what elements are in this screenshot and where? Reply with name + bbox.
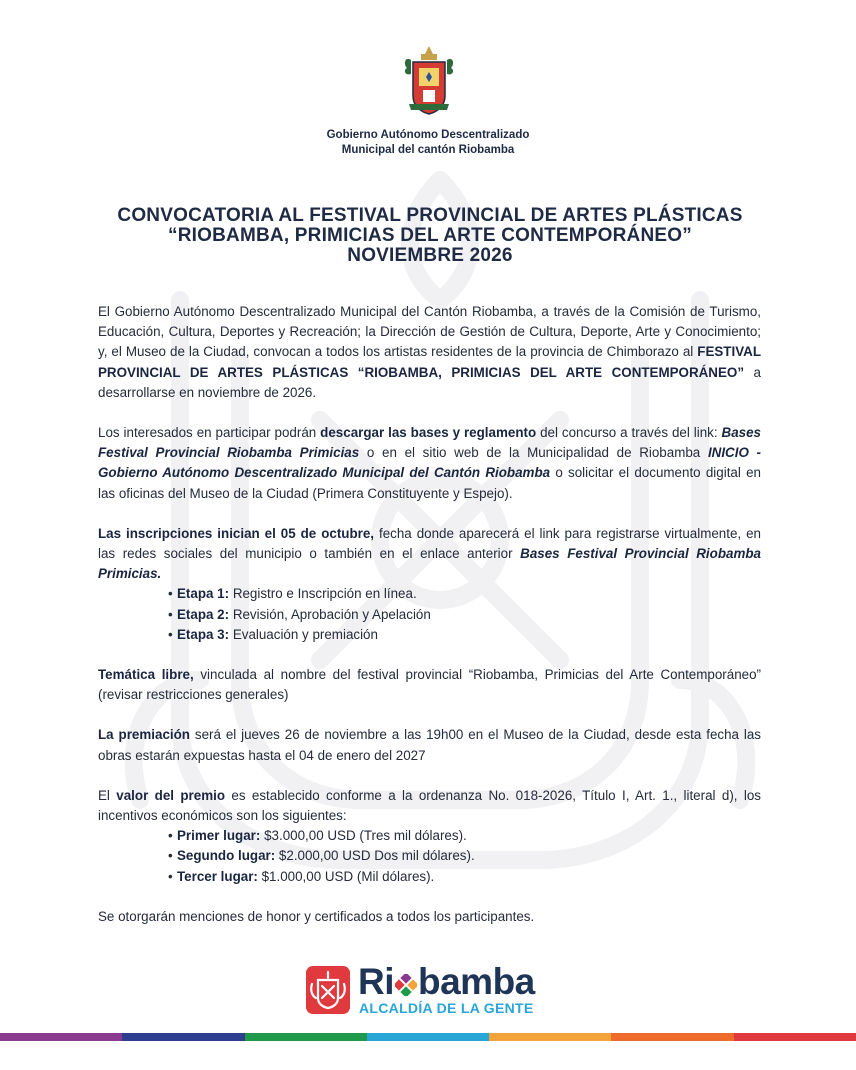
stage-text: Evaluación y premiación — [229, 626, 378, 642]
stage-text: Revisión, Aprobación y Apelación — [229, 606, 431, 622]
prize-text-b: es establecido conforme a la ordenanza No. 018-2026, Título I, Art. 1., literal d), los incentivos económicos son los siguientes: — [98, 787, 761, 824]
download-text-b: del concurso a través del link: — [536, 425, 722, 441]
award-text: será el jueves 26 de noviembre a las 19h00 en el Museo de la Ciudad, desde esta fecha las obras estarán expuestas hasta el 04 de enero del 2027 — [98, 727, 761, 763]
prize-label: Tercer lugar: — [177, 868, 258, 884]
list-item — [168, 584, 761, 604]
list-item — [168, 867, 761, 887]
color-stripe — [0, 1033, 856, 1041]
prize-bold: valor del premio — [116, 787, 226, 803]
stage-label: Etapa 2: — [177, 606, 230, 622]
stage-label: Etapa 1: — [177, 586, 230, 602]
registration-text: fecha donde aparecerá el link para registrarse virtualmente, en las redes sociales del municipio o también en el enlace anterior — [98, 525, 761, 562]
prize-label: Primer lugar: — [177, 828, 261, 844]
stage-label: Etapa 3: — [177, 626, 230, 642]
riobamba-logo — [306, 961, 556, 1018]
document-title — [60, 206, 800, 266]
download-text-a: Los interesados en participar podrán — [98, 425, 321, 441]
document-body — [98, 302, 761, 927]
stage-text: Registro e Inscripción en línea. — [229, 586, 417, 602]
organization-name — [0, 128, 856, 158]
list-item — [168, 826, 761, 846]
prize-label: Segundo lugar: — [177, 848, 276, 864]
stripe-segment — [489, 1033, 611, 1041]
intro-end: a desarrollarse en noviembre de 2026. — [98, 364, 761, 400]
prize-amount: $1.000,00 USD (Mil dólares). — [257, 868, 435, 884]
title-line-3: NOVIEMBRE 2026 — [347, 245, 513, 266]
list-item — [168, 605, 761, 625]
stripe-segment — [0, 1033, 122, 1041]
intro-paragraph — [98, 302, 761, 403]
list-item — [168, 625, 761, 645]
colorful-o-icon — [395, 974, 417, 996]
download-paragraph — [98, 423, 761, 504]
registration-bold: Las inscripciones inician el 05 de octubre, — [98, 525, 375, 541]
website-link[interactable]: INICIO - Gobierno Autónomo Descentralizado Municipal del Cantón Riobamba — [98, 445, 761, 481]
title-line-2: “RIOBAMBA, PRIMICIAS DEL ARTE CONTEMPORÁNEO” — [168, 225, 692, 246]
list-item — [168, 846, 761, 866]
prizes-list — [98, 826, 761, 887]
festival-name: FESTIVAL PROVINCIAL DE ARTES PLÁSTICAS “RIOBAMBA, PRIMICIAS DEL ARTE CONTEMPORÁNEO” — [98, 344, 761, 380]
prize-text-a: El — [98, 787, 117, 803]
org-line-2: Municipal del cantón Riobamba — [341, 144, 515, 156]
title-line-1: CONVOCATORIA AL FESTIVAL PROVINCIAL DE ARTES PLÁSTICAS — [117, 205, 743, 226]
stages-list — [98, 584, 761, 645]
award-bold: La premiación — [98, 727, 190, 743]
bases-link[interactable]: Bases Festival Provincial Riobamba Primicias — [98, 425, 761, 461]
stripe-segment — [611, 1033, 733, 1041]
prize-paragraph — [98, 786, 761, 826]
logo-word-start: Ri — [358, 961, 394, 1002]
theme-paragraph — [98, 665, 761, 705]
logo-wordmark — [358, 962, 535, 1002]
download-text-c: o en el sitio web de la Municipalidad de Riobamba — [359, 445, 708, 461]
stripe-segment — [734, 1033, 856, 1041]
theme-bold: Temática libre, — [98, 667, 194, 683]
logo-subtitle: ALCALDÍA DE LA GENTE — [359, 1000, 534, 1016]
closing-paragraph: Se otorgarán menciones de honor y certificados a todos los participantes. — [98, 908, 535, 924]
award-paragraph — [98, 725, 761, 765]
prize-amount: $2.000,00 USD Dos mil dólares). — [275, 848, 475, 864]
theme-text: vinculada al nombre del festival provincial “Riobamba, Primicias del Arte Contemporáneo” (revisar restricciones generales) — [98, 667, 761, 703]
org-line-1: Gobierno Autónomo Descentralizado — [326, 129, 530, 141]
logo-emblem-icon — [306, 966, 350, 1014]
prize-amount: $3.000,00 USD (Tres mil dólares). — [260, 828, 467, 844]
bases-link-2[interactable]: Bases Festival Provincial Riobamba Primicias. — [98, 546, 761, 582]
registration-paragraph — [98, 524, 761, 585]
logo-word-end: bamba — [418, 961, 535, 1002]
stripe-segment — [367, 1033, 489, 1041]
coat-of-arms-icon — [401, 44, 457, 118]
download-text-d: o solicitar el documento digital en las oficinas del Museo de la Ciudad (Primera Constituyente y Espejo). — [98, 465, 761, 501]
intro-text: El Gobierno Autónomo Descentralizado Municipal del Cantón Riobamba, a través de la Comisión de Turismo, Educación, Cultura, Deportes y Recreación; la Dirección de Gestión de Cultura, Deporte, Arte y Conocimiento; y, el Museo de la Ciudad, convocan a todos los artistas residentes de la provincia de Chimborazo al — [98, 304, 761, 360]
stripe-segment — [245, 1033, 367, 1041]
stripe-segment — [122, 1033, 244, 1041]
download-bold: descargar las bases y reglamento — [320, 425, 537, 441]
